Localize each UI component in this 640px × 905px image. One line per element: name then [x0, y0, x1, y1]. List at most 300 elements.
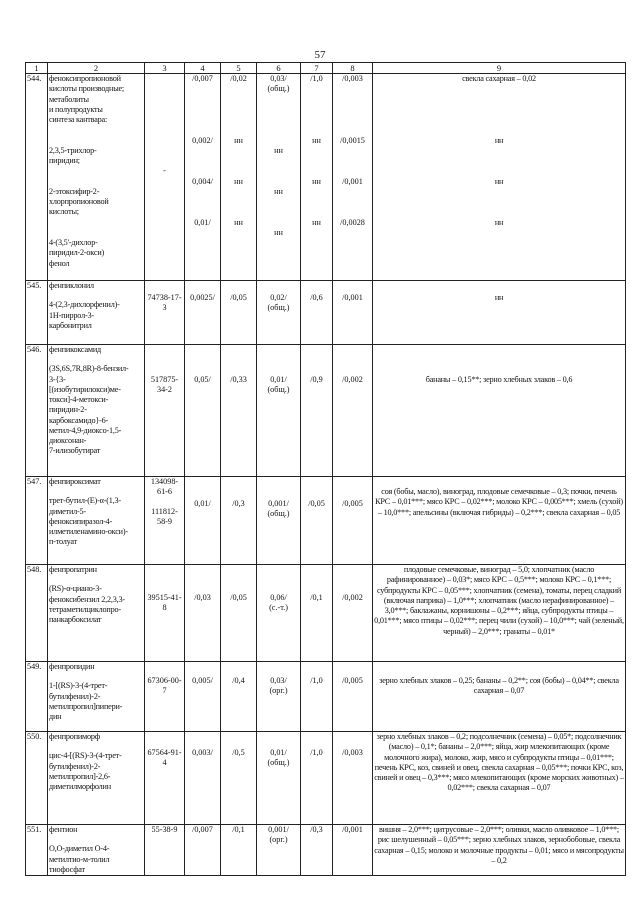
spacer: [146, 498, 183, 507]
chemical-name-line: 4-(2,3-дихлорфенил)-: [49, 300, 120, 310]
chemical-name-line: (3S,6S,7R,8R)-8-бензил-: [49, 364, 129, 374]
chemical-name-line: п-толуат: [49, 537, 78, 547]
table-row: [26, 281, 626, 345]
spacer: [258, 218, 299, 228]
spacer: [258, 125, 299, 135]
value: 0,003/: [192, 748, 213, 757]
value: /0,1: [232, 825, 245, 834]
spacer: [258, 177, 299, 187]
row-number-cell: 546.: [26, 345, 48, 477]
mrl-text: плодовые семечковые, виноград – 5,0; хлопчатник (масло рафинированное) – 0,03*; мясо КРС – 0,5***; молоко КРС – 0,1***; субпродукты КРС – 0,05***; хлопчатник (семена), томаты, перец сладкий (включая паприка) – 1,0***; хлопчатник (масло нерафинированное) – 3,0***; баклажаны, корнишоны – 0,2***; яйца, субпродукты птицы – 0,01***; мясо птицы – 0,02***; перец чили (сухой) – 10,0***; чай (зеленый, черный) – 2,0***; гранаты – 0,01*: [374, 565, 624, 636]
metabolite-mrl: нн: [494, 135, 504, 145]
spacer: [222, 207, 255, 217]
value-cell-c8: [333, 74, 373, 281]
cas-number: 517875-34-2: [150, 375, 179, 395]
value-cell-c5: [221, 281, 257, 345]
chemical-name-line: бутилфенил)-2-: [49, 761, 101, 771]
cas-number-cell: [145, 825, 185, 876]
row-number-cell: 547.: [26, 477, 48, 565]
value-line: (общ.): [267, 509, 290, 519]
spacer: [146, 95, 183, 105]
spacer: [222, 146, 255, 156]
row-number-cell: 551.: [26, 825, 48, 876]
value: /0,5: [232, 748, 245, 757]
value-cell-c6: [257, 74, 301, 281]
mrl-cell: [373, 477, 626, 565]
spacer: [186, 166, 219, 176]
metabolite-value: 0,01/: [194, 217, 211, 227]
cas-number: 74738-17-3: [147, 293, 182, 313]
substance-name-cell: [48, 662, 145, 732]
spacer: [49, 136, 143, 146]
value-cell-c6: [257, 662, 301, 732]
metabolite-name-line: 4-(3,5'-дихлор-: [49, 238, 98, 247]
spacer: [334, 156, 371, 166]
value-cell-c6: [257, 825, 301, 876]
spacer: [334, 105, 371, 115]
chemical-name-line: [(изобутирилокси)ме-: [49, 384, 121, 394]
chemical-name-line: кислоты производные;: [49, 84, 125, 94]
value: /0,3: [232, 499, 245, 508]
spacer: [186, 95, 219, 105]
substance-name-cell: [48, 732, 145, 825]
mrl-cell: [373, 565, 626, 662]
value-line: (общ.): [267, 385, 290, 395]
spacer: [374, 207, 624, 217]
value: /0,02: [230, 74, 247, 83]
value-cell-c7: [301, 74, 333, 281]
spacer: [146, 74, 183, 84]
spacer: [258, 166, 299, 176]
value-cell-c4: [185, 74, 221, 281]
value: /0,6: [310, 293, 323, 302]
spacer: [186, 105, 219, 115]
value: /0,4: [232, 676, 245, 685]
value-cell-c4: [185, 732, 221, 825]
table-row: [26, 477, 626, 565]
value-cell-c7: [301, 825, 333, 876]
spacer: [49, 672, 143, 681]
value-cell-c8: [333, 732, 373, 825]
spacer: [374, 115, 624, 125]
row-number-cell: 549.: [26, 662, 48, 732]
value-line: (общ.): [267, 84, 290, 94]
substance-name: фенпропатрин: [49, 565, 97, 574]
metabolite-name-line: пиридин;: [49, 156, 80, 165]
spacer: [146, 156, 183, 166]
spacer: [334, 187, 371, 197]
value: /0,007: [192, 74, 213, 83]
value-line: 0,02/: [270, 293, 287, 302]
value-cell-c5: [221, 565, 257, 662]
value-cell-c5: [221, 662, 257, 732]
value: 0,01/: [194, 499, 211, 508]
cas-number-cell: [145, 732, 185, 825]
row-number-cell: 550.: [26, 732, 48, 825]
spacer: [186, 146, 219, 156]
metabolite-value: 0,004/: [192, 176, 213, 186]
value: /0,1: [310, 593, 323, 602]
col-header: 1: [26, 63, 48, 74]
spacer: [334, 84, 371, 94]
value: /0,007: [192, 825, 213, 834]
value: /1,0: [310, 676, 323, 685]
chemical-name-line: метил-4,9-диоксо-1,5-: [49, 425, 122, 435]
chemical-name-line: метилпропил]-2,6-: [49, 771, 111, 781]
spacer: [374, 187, 624, 197]
spacer: [222, 197, 255, 207]
spacer: [186, 125, 219, 135]
table-row: [26, 345, 626, 477]
chemical-name-line: тетраметилциклопро-: [49, 604, 121, 614]
spacer: [374, 95, 624, 105]
spacer: [334, 197, 371, 207]
value-cell-c7: [301, 477, 333, 565]
value: /0,9: [310, 375, 323, 384]
mrl-cell: [373, 345, 626, 477]
metabolite-value: нн: [274, 227, 283, 237]
metabolite-mrl: нн: [494, 176, 504, 186]
spacer: [374, 197, 624, 207]
spacer: [302, 156, 331, 166]
spacer: [49, 218, 143, 228]
value-line: (орг.): [269, 835, 288, 845]
spacer: [186, 156, 219, 166]
value-cell-c4: [185, 825, 221, 876]
metabolite-name-line: пиридил-2-окси): [49, 248, 105, 258]
value-cell-c7: [301, 732, 333, 825]
substance-name-cell: [48, 825, 145, 876]
spacer: [49, 228, 143, 238]
mrl-text: бананы – 0,15**; зерно хлебных злаков – 0,6: [425, 375, 573, 384]
substance-name: фентион: [49, 825, 78, 834]
substance-name-cell: [48, 74, 145, 281]
spacer: [334, 207, 371, 217]
substance-name-cell: [48, 565, 145, 662]
value: /1,0: [310, 748, 323, 757]
substance-name: фенпиклонил: [49, 281, 94, 290]
value-line: 0,001/: [268, 825, 289, 834]
spacer: [302, 105, 331, 115]
spacer: [302, 95, 331, 105]
substance-name: фенпироксимат: [49, 477, 101, 486]
cas-number-cell: [145, 345, 185, 477]
spacer: [334, 115, 371, 125]
spacer: [302, 146, 331, 156]
value-cell-c5: [221, 825, 257, 876]
value-cell-c7: [301, 345, 333, 477]
value-cell-c8: [333, 662, 373, 732]
value-line: (общ.): [267, 758, 290, 768]
value-line: 0,001/: [268, 499, 289, 508]
spacer: [222, 187, 255, 197]
value-cell-c4: [185, 345, 221, 477]
col-header: 3: [145, 63, 185, 74]
metabolite-value: /0,0015: [340, 135, 365, 145]
spacer: [334, 146, 371, 156]
spacer: [186, 84, 219, 94]
cas-number: 111812-58-9: [151, 506, 178, 526]
mrl-cell: [373, 825, 626, 876]
value: 0,0025/: [190, 293, 215, 302]
value: /0,001: [342, 825, 363, 834]
substance-name-cell: [48, 477, 145, 565]
metabolite-value: /0,001: [342, 176, 363, 186]
chemical-name-line: феноксибензил 2,2,3,3-: [49, 594, 125, 604]
value-cell-c7: [301, 662, 333, 732]
metabolite-value: нн: [312, 176, 321, 186]
value-cell-c6: [257, 281, 301, 345]
value-line: (с.-т.): [269, 603, 288, 613]
spacer: [258, 95, 299, 105]
cas-number: -: [163, 166, 166, 176]
value-cell-c4: [185, 662, 221, 732]
cas-number-cell: [145, 74, 185, 281]
mrl-text: нн: [494, 293, 504, 302]
spacer: [302, 115, 331, 125]
spacer: [258, 197, 299, 207]
mrl-cell: [373, 662, 626, 732]
value-line: 0,01/: [270, 375, 287, 384]
spacer: [186, 187, 219, 197]
cas-number: 39515-41-8: [147, 593, 182, 613]
value: /0,002: [342, 593, 363, 602]
metabolite-name-line: кислоты;: [49, 207, 79, 217]
chemical-name-line: диметилморфолин: [49, 782, 111, 791]
value: /0,003: [342, 748, 363, 757]
chemical-name-line: пиридин-2-: [49, 405, 87, 415]
value-cell-c5: [221, 477, 257, 565]
metabolite-value: нн: [234, 217, 243, 227]
table-row: [26, 565, 626, 662]
chemical-name-line: бутилфенил)-2-: [49, 691, 101, 701]
value: 0,005/: [192, 676, 213, 685]
spacer: [222, 156, 255, 166]
chemical-name-line: феноксипропионовой: [49, 74, 121, 83]
value-cell-c7: [301, 281, 333, 345]
chemical-name-line: метилтио-м-толил: [49, 854, 110, 864]
value-line: (общ.): [267, 303, 290, 313]
value-cell-c4: [185, 565, 221, 662]
spacer: [49, 125, 143, 135]
col-header: 9: [373, 63, 626, 74]
spacer: [302, 187, 331, 197]
value-line: 0,03/: [270, 676, 287, 685]
spacer: [258, 115, 299, 125]
metabolite-value: нн: [274, 145, 283, 155]
value-cell-c6: [257, 565, 301, 662]
cas-number-cell: [145, 662, 185, 732]
spacer: [49, 355, 143, 364]
value-line: 0,01/: [270, 748, 287, 757]
pesticide-table: [25, 62, 626, 876]
value: /0,03: [194, 593, 211, 602]
chemical-name-line: метилпропил]пипери-: [49, 701, 123, 711]
substance-name: фенпропиморф: [49, 732, 100, 741]
col-header: 7: [301, 63, 333, 74]
value-cell-c4: [185, 477, 221, 565]
metabolite-name-line: 2-этоксифир-2-: [49, 186, 100, 196]
mrl-text: свекла сахарная – 0,02: [462, 74, 536, 83]
row-number-cell: 544.: [26, 74, 48, 281]
spacer: [374, 105, 624, 115]
chemical-name-line: карбоксамидо}-6-: [49, 415, 109, 425]
spacer: [222, 95, 255, 105]
cas-number: 55-38-9: [151, 825, 178, 834]
metabolite-value: нн: [312, 217, 321, 227]
mrl-cell: [373, 732, 626, 825]
value-cell-c6: [257, 345, 301, 477]
spacer: [334, 95, 371, 105]
cas-number-cell: [145, 565, 185, 662]
header-row: [26, 63, 626, 74]
col-header: 4: [185, 63, 221, 74]
spacer: [222, 105, 255, 115]
spacer: [302, 207, 331, 217]
cas-number: 67564-91-4: [147, 748, 182, 768]
chemical-name-line: 1Н-пиррол-3-: [49, 310, 94, 320]
metabolite-value: нн: [274, 186, 283, 196]
value: /0,05: [230, 293, 247, 302]
spacer: [49, 291, 143, 300]
substance-name: фенпикоксамид: [49, 345, 102, 354]
value: /0,002: [342, 375, 363, 384]
metabolite-name-line: хлорпропионовой: [49, 197, 109, 206]
chemical-name-line: 1-[(RS)-3-(4-трет-: [49, 681, 108, 691]
table-row: [26, 662, 626, 732]
chemical-name-line: карбонитрил: [49, 320, 92, 330]
value-cell-c5: [221, 732, 257, 825]
value: /0,33: [230, 375, 247, 384]
row-number-cell: 548.: [26, 565, 48, 662]
value: /0,005: [342, 499, 363, 508]
metabolite-value: 0,002/: [192, 135, 213, 145]
spacer: [222, 125, 255, 135]
chemical-name-line: панкарбоксилат: [49, 615, 102, 624]
metabolite-name-line: 2,3,5-трихлор-: [49, 145, 97, 155]
spacer: [146, 115, 183, 125]
mrl-text: зерно хлебных злаков – 0,25; бананы – 0,2**; соя (бобы) – 0,04**; свекла сахарная – 0,07: [379, 676, 619, 696]
value: /0,3: [310, 825, 323, 834]
spacer: [222, 115, 255, 125]
metabolite-value: нн: [312, 135, 321, 145]
spacer: [146, 105, 183, 115]
value-line: (орг.): [269, 686, 288, 696]
value: /0,001: [342, 293, 363, 302]
spacer: [146, 146, 183, 156]
spacer: [222, 84, 255, 94]
chemical-name-line: 3-{3-: [49, 374, 66, 384]
value: /0,003: [342, 74, 363, 83]
value-cell-c6: [257, 732, 301, 825]
substance-name-cell: [48, 281, 145, 345]
spacer: [146, 136, 183, 146]
spacer: [334, 166, 371, 176]
value-cell-c7: [301, 565, 333, 662]
metabolite-name-line: фенол: [49, 258, 70, 268]
spacer: [302, 125, 331, 135]
value-cell-c8: [333, 825, 373, 876]
value-cell-c8: [333, 477, 373, 565]
substance-name: фенпропидин: [49, 662, 95, 671]
spacer: [258, 156, 299, 166]
mrl-text: вишня – 2,0***; цитрусовые – 2,0***; оливки, масло оливковое – 1,0***; рис шелушенный – 0,05***; зерно хлебных злаков, зернобобовые, свекла сахарная – 0,15; молоко и молочные продукты – 0,01; мясо и мясопродукты – 0,2: [374, 825, 624, 865]
spacer: [186, 207, 219, 217]
col-header: 2: [48, 63, 145, 74]
col-header: 5: [221, 63, 257, 74]
value-cell-c8: [333, 281, 373, 345]
value: 0,05/: [194, 375, 211, 384]
value: /1,0: [310, 74, 323, 83]
spacer: [222, 166, 255, 176]
value-cell-c6: [257, 477, 301, 565]
chemical-name-line: дин: [49, 712, 62, 721]
mrl-text: зерно хлебных злаков – 0,2; подсолнечник (семена) – 0,05*; подсолнечник (масло) – 0,1*; бананы – 2,0***; яйца, жир млекопитающих (кроме молочного жира), молоко, жир, мясо и субпродукты птицы – 0,01***; печень КРС, коз, свиней и овец, свекла сахарная – 0,05***; почки КРС, коз, свиней и овец – 0,3***; мясо млекопитающих (кроме морских животных) – 0,02***; свекла сахарная – 0,07: [374, 732, 624, 793]
substance-name-cell: [48, 345, 145, 477]
metabolite-mrl: нн: [494, 217, 504, 227]
value: /0,05: [230, 593, 247, 602]
spacer: [374, 125, 624, 135]
chemical-name-line: (RS)-α-циано-3-: [49, 584, 102, 594]
chemical-name-line: метаболиты: [49, 94, 89, 104]
spacer: [374, 156, 624, 166]
spacer: [374, 146, 624, 156]
spacer: [258, 136, 299, 146]
metabolite-value: нн: [234, 135, 243, 145]
spacer: [258, 207, 299, 217]
table-row: [26, 732, 626, 825]
spacer: [334, 125, 371, 135]
spacer: [49, 177, 143, 187]
value-line: 0,06/: [270, 593, 287, 602]
spacer: [374, 166, 624, 176]
chemical-name-line: и полупродукты: [49, 104, 103, 114]
spacer: [258, 105, 299, 115]
chemical-name-line: O,O-диметил O-4-: [49, 844, 110, 854]
spacer: [49, 487, 143, 496]
value-cell-c4: [185, 281, 221, 345]
mrl-cell: [373, 281, 626, 345]
spacer: [49, 166, 143, 176]
spacer: [49, 575, 143, 584]
value: /0,05: [308, 499, 325, 508]
col-header: 6: [257, 63, 301, 74]
chemical-name-line: диметил-5-: [49, 506, 86, 516]
value-cell-c8: [333, 345, 373, 477]
spacer: [302, 84, 331, 94]
spacer: [49, 742, 143, 751]
spacer: [302, 166, 331, 176]
chemical-name-line: синтеза кантвара:: [49, 115, 108, 124]
row-number-cell: 545.: [26, 281, 48, 345]
value-line: 0,03/: [270, 74, 287, 83]
spacer: [186, 115, 219, 125]
chemical-name-line: феноксипиразол-4-: [49, 516, 113, 526]
chemical-name-line: 7-илизобутират: [49, 446, 101, 456]
cas-number: 134098-61-6: [150, 477, 179, 497]
chemical-name-line: токси]-4-метокси-: [49, 395, 109, 404]
spacer: [146, 125, 183, 135]
cas-number: 67306-00-7: [147, 676, 182, 696]
value-cell-c5: [221, 74, 257, 281]
value-cell-c5: [221, 345, 257, 477]
chemical-name-line: тиофосфат: [49, 864, 85, 874]
mrl-cell: [373, 74, 626, 281]
page-number: 57: [314, 49, 326, 61]
spacer: [49, 835, 143, 844]
mrl-text: соя (бобы, масло), виноград, плодовые семечковые – 0,3; почки, печень КРС – 0,01***; мясо КРС – 0,02***; молоко КРС – 0,005***; хмель (сухой) – 10,0***; апельсины (включая гибриды) – 0,2***; свекла сахарная – 0,05: [375, 487, 623, 517]
value-cell-c8: [333, 565, 373, 662]
